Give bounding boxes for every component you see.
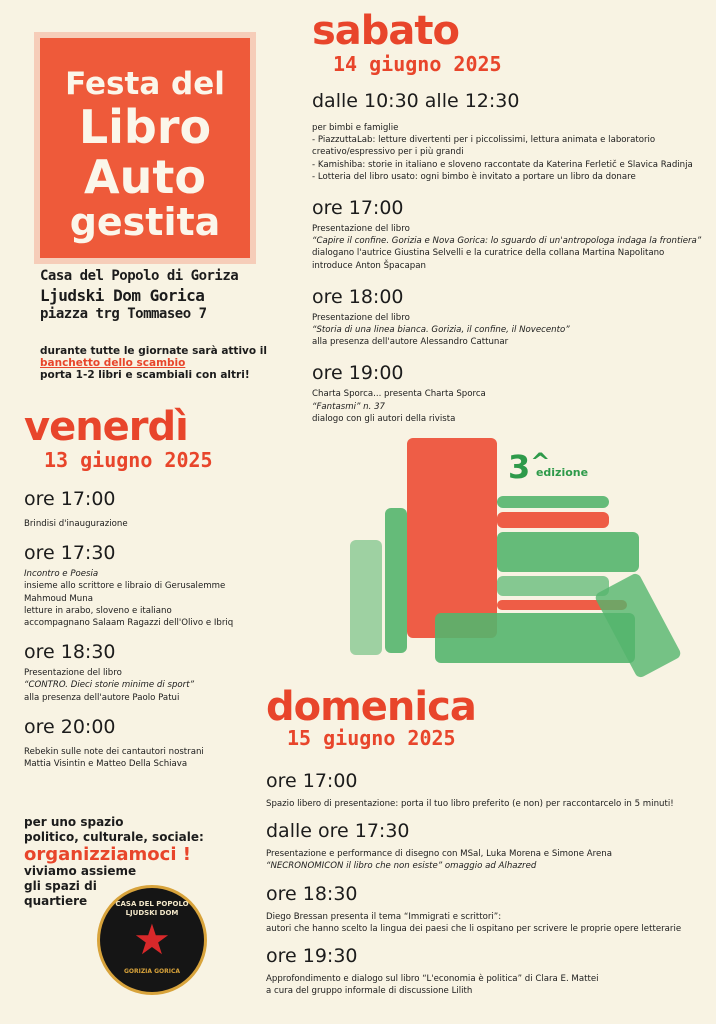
saturday-events (312, 90, 712, 425)
event-desc (266, 911, 706, 935)
saturday-title: sabato (312, 8, 460, 54)
event-desc (24, 518, 324, 530)
event-desc (312, 312, 712, 349)
event-desc (312, 388, 712, 425)
event-time: dalle ore 17:30 (266, 820, 410, 843)
desc-line: - PiazzuttaLab: letture divertenti per i piccolissimi, lettura animata e laboratorio (312, 135, 656, 146)
desc-line: Mattia Visintin e Matteo Della Schiava (24, 759, 188, 770)
sunday-date: 15 giugno 2025 (287, 726, 456, 750)
event-desc (312, 122, 712, 183)
desc-line: a cura del gruppo informale di discussione Lilith (266, 986, 473, 997)
friday-title: venerdì (24, 404, 188, 450)
desc-line: alla presenza dell'autore Paolo Patui (24, 692, 180, 703)
edition-badge (508, 448, 608, 486)
casa-del-popolo-seal (100, 888, 204, 992)
organize-line-4: viviamo assieme (24, 864, 137, 878)
festival-logo (40, 38, 250, 258)
event-time: ore 17:00 (266, 770, 358, 792)
swap-line-1: durante tutte le giornate sarà attivo il (40, 345, 267, 357)
edition-number: 3 (508, 448, 531, 486)
desc-line: dialogo con gli autori della rivista (312, 413, 456, 424)
desc-line: Presentazione del libro (312, 224, 410, 235)
desc-line: alla presenza dell'autore Alessandro Cattunar (312, 337, 509, 348)
desc-line: introduce Anton Špacapan (312, 260, 426, 271)
desc-line: Incontro e Poesia (24, 569, 99, 580)
book-shape (407, 438, 497, 638)
event-time: ore 18:30 (24, 641, 116, 664)
event-desc (24, 568, 324, 629)
sunday-title: domenica (266, 684, 476, 730)
logo-line-2: Libro (78, 100, 212, 154)
book-shape (435, 613, 635, 663)
desc-line: Mahmoud Muna (24, 593, 93, 604)
organize-line-2: politico, culturale, sociale: (24, 830, 204, 844)
logo-line-1: Festa del (65, 66, 225, 102)
edition-label: edizione (535, 466, 589, 479)
event-time: ore 20:00 (24, 715, 116, 738)
event-time: ore 17:30 (24, 542, 116, 565)
event-desc (312, 223, 712, 272)
organize-line-5: gli spazi di (24, 879, 97, 893)
book-shape (350, 540, 382, 655)
organize-line-1: per uno spazio (24, 815, 124, 829)
desc-line: Approfondimento e dialogo sul libro “L'economia è politica” di Clara E. Mattei (266, 974, 599, 985)
sunday-events (266, 770, 706, 997)
book-shape (497, 496, 609, 508)
desc-line: Brindisi d'inaugurazione (24, 519, 128, 529)
seal-top-text: CASA DEL POPOLO (115, 900, 189, 908)
desc-line: Presentazione del libro (24, 668, 122, 679)
desc-line: - Kamishiba: storie in italiano e sloveno raccontate da Katerina Ferletič e Slavica Radinja (312, 159, 693, 170)
organize-line-3: organizziamoci ! (24, 844, 191, 865)
desc-line: autori che hanno scelto la lingua dei paesi che li ospitano per scrivere le proprie opere letterarie (266, 923, 682, 934)
desc-line: - Lotteria del libro usato: ogni bimbo è invitato a portare un libro da donare (312, 171, 636, 182)
book-shape (385, 508, 407, 653)
desc-line: Presentazione del libro (312, 312, 410, 323)
venue-line-3: piazza trg Tommaseo 7 (40, 306, 207, 322)
desc-line: dialogano l'autrice Giustina Selvelli e la curatrice della collana Martina Napolitano (312, 248, 665, 259)
event-time: ore 17:00 (24, 488, 116, 510)
event-time: ore 19:00 (312, 362, 404, 385)
friday-date: 13 giugno 2025 (44, 448, 213, 472)
event-time: ore 17:00 (312, 197, 404, 220)
event-desc (266, 973, 706, 997)
desc-line: Charta Sporca... presenta Charta Sporca (312, 389, 486, 400)
event-desc (24, 746, 324, 770)
desc-line: Diego Bressan presenta il tema “Immigrati e scrittori”: (266, 911, 502, 922)
book-shape (497, 532, 639, 572)
logo-line-3: Auto (84, 150, 206, 204)
desc-line: per bimbi e famiglie (312, 123, 399, 133)
venue-line-2: Ljudski Dom Gorica (40, 286, 205, 305)
swap-line-2: banchetto dello scambio (40, 357, 186, 369)
venue-line-1: Casa del Popolo di Goriza (40, 268, 239, 284)
event-time: ore 18:00 (312, 285, 404, 308)
book-shape (497, 512, 609, 528)
desc-line: Spazio libero di presentazione: porta il tuo libro preferito (e non) per raccontarcelo in 5 minuti! (266, 799, 674, 809)
event-time: dalle 10:30 alle 12:30 (312, 90, 520, 112)
event-desc (266, 848, 706, 872)
desc-line: Rebekin sulle note dei cantautori nostrani (24, 746, 204, 757)
organize-line-6: quartiere (24, 894, 88, 908)
swap-note (40, 345, 267, 381)
saturday-date: 14 giugno 2025 (333, 52, 502, 76)
swap-line-3: porta 1-2 libri e scambiali con altri! (40, 369, 250, 381)
desc-line: “Fantasmi” n. 37 (312, 401, 386, 412)
event-desc (266, 798, 706, 810)
desc-line: insieme allo scrittore e libraio di Gerusalemme (24, 581, 226, 592)
desc-line: Presentazione e performance di disegno con MSal, Luka Morena e Simone Arena (266, 849, 612, 860)
edition-caret: ^ (530, 448, 551, 476)
seal-bottom-text: GORIZIA GORICA (123, 968, 181, 975)
desc-line: “Storia di una linea bianca. Gorizia, il confine, il Novecento” (312, 325, 570, 336)
desc-line: accompagnano Salaam Ragazzi dell'Olivo e Ibriq (24, 618, 234, 629)
event-time: ore 18:30 (266, 882, 358, 905)
event-time: ore 19:30 (266, 945, 358, 968)
desc-line: “NECRONOMICON il libro che non esiste” omaggio ad Alhazred (266, 861, 537, 872)
desc-line: creativo/espressivo per i più grandi (312, 147, 464, 158)
logo-line-4: gestita (69, 200, 221, 244)
desc-line: “CONTRO. Dieci storie minime di sport” (24, 680, 195, 691)
desc-line: “Capire il confine. Gorizia e Nova Gorica: lo sguardo di un'antropologa indaga la frontiera” (312, 236, 702, 247)
desc-line: letture in arabo, sloveno e italiano (24, 605, 172, 616)
book-shape (497, 576, 609, 596)
seal-top-text-2: LJUDSKI DOM (125, 909, 179, 917)
star-icon: ★ (133, 915, 171, 964)
